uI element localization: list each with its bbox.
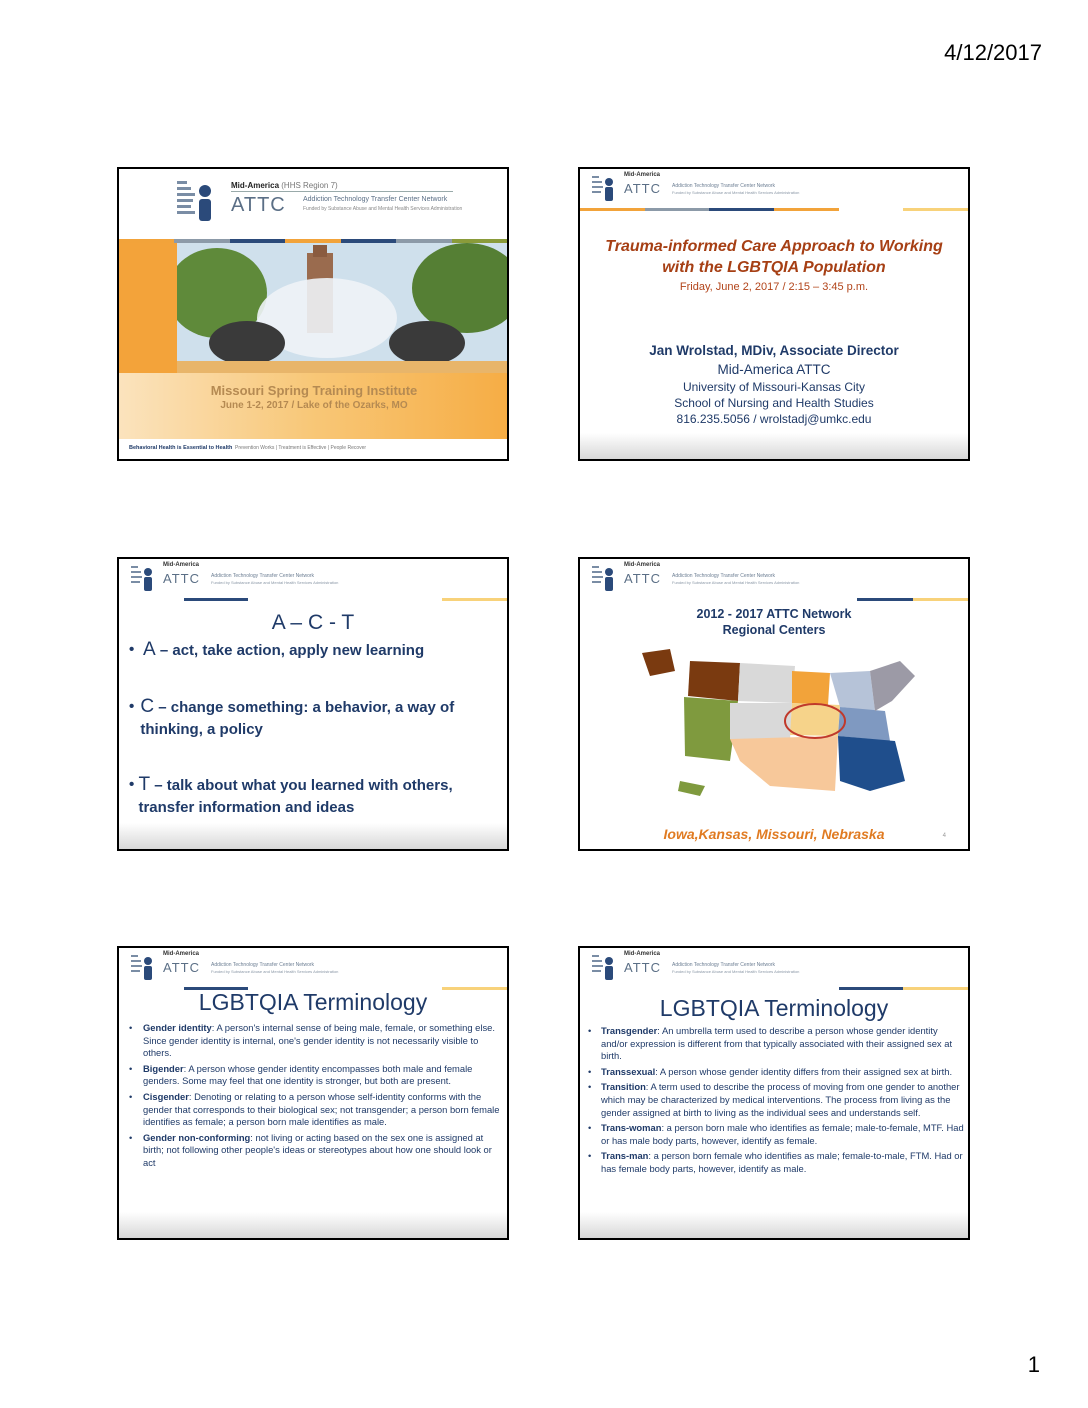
term-definition: : A term used to describe the process of moving from one gender to another which may be characterized by medical interventions. The process from living as the gender assigned at birth to living as the individual sees and understands self. — [601, 1081, 960, 1118]
slide-2-contact: 816.235.5056 / wrolstadj@umkc.edu — [676, 412, 872, 426]
act-text: – change something: a behavior, a way of thinking, a policy — [140, 699, 455, 738]
brand-network: Addiction Technology Transfer Center Network — [211, 962, 315, 968]
brand-attc: ATTC — [163, 960, 200, 975]
slide-number: 4 — [942, 833, 946, 839]
term-name: Cisgender — [143, 1090, 189, 1102]
brand-attc: ATTC — [624, 571, 661, 586]
attc-logo-icon — [131, 563, 155, 593]
color-stripe — [580, 208, 968, 211]
slide-header — [119, 559, 507, 599]
slide-2-presenter: Jan Wrolstad, MDiv, Associate Director — [649, 343, 899, 358]
slide-1-footer-right: Prevention Works | Treatment is Effective | People Recover — [235, 445, 367, 451]
color-stripe — [580, 987, 968, 990]
brand-funded: Funded by Substance Abuse and Mental Health Services Administration — [672, 190, 800, 195]
term-name: Gender identity — [143, 1022, 212, 1033]
slide-5-title: LGBTQIA Terminology — [198, 989, 428, 1015]
term-definition: : Denoting or relating to a person whose self-identity conforms with the gender that corresponds to their biological sex; not transgender; a person born female identifies as female; a person born male identifies as male. — [143, 1090, 500, 1128]
term-name: Transition — [601, 1081, 646, 1093]
term-item: • Cisgender: Denoting or relating to a person whose self-identity conforms with the gender that corresponds to their biological sex; not transgender; a person born female identifies as female; a person born male identifies as male. — [129, 1090, 500, 1128]
slide-4-title-line2: Regional Centers — [722, 623, 826, 637]
term-definition: : A person's internal sense of being male, female, or something else. Since gender identity is internal, one's gender identity is not necessarily visible to others. — [143, 1022, 495, 1059]
slide-1-subtitle: June 1-2, 2017 / Lake of the Ozarks, MO — [220, 400, 408, 411]
term-definition: : A person whose gender identity encompasses both male and female genders. Some may feel that one identity is stronger, but both are present. — [143, 1062, 473, 1087]
brand-org: Mid-America — [163, 951, 200, 957]
act-item-a: • A – act, take action, apply new learning — [129, 639, 425, 660]
brand-attc: ATTC — [624, 181, 661, 196]
attc-logo-icon — [177, 177, 219, 225]
attc-logo-icon — [131, 952, 155, 982]
slide-bottom-bar — [580, 1212, 968, 1238]
act-letter: A — [143, 639, 156, 660]
slide-1-footer-left: Behavioral Health is Essential to Health — [129, 445, 233, 451]
term-name: Gender non-conforming — [143, 1131, 251, 1143]
brand-network: Addiction Technology Transfer Center Network — [211, 573, 315, 579]
term-definition: : a person born female who identifies as male; female-to-male, FTM. Had or has female body parts, however, identify as male. — [601, 1150, 963, 1174]
slide-2-org: Mid-America ATTC — [717, 362, 831, 377]
brand-network: Addiction Technology Transfer Center Network — [303, 196, 448, 203]
term-item: • Transgender: An umbrella term used to describe a person whose gender identity and/or expression is different from that typically associated with their assigned sex at birth. — [588, 1025, 953, 1062]
term-name: Bigender — [143, 1062, 184, 1074]
slide-3-title: A – C - T — [271, 611, 355, 634]
brand-funded: Funded by Substance Abuse and Mental Health Services Administration — [303, 206, 463, 212]
slide-header — [119, 948, 507, 988]
orange-side-panel — [119, 243, 177, 373]
act-text: – talk about what you learned with others, transfer information and ideas — [138, 777, 453, 816]
slide-2-title-line1: Trauma-informed Care Approach to Working — [605, 238, 943, 255]
slide-1-logo-area — [119, 169, 507, 239]
brand-funded: Funded by Substance Abuse and Mental Health Services Administration — [672, 969, 800, 974]
brand-network: Addiction Technology Transfer Center Network — [672, 183, 776, 189]
term-definition: : not living or acting based on the sex one is assigned at birth; not following other people's ideas or stereotypes about how one should look or act — [143, 1131, 492, 1168]
slide-header — [580, 948, 968, 988]
brand-org: Mid-America — [624, 951, 661, 957]
slide-2-title-line2: with the LGBTQIA Population — [662, 259, 886, 276]
slide-2-datetime: Friday, June 2, 2017 / 2:15 – 3:45 p.m. — [679, 281, 869, 293]
term-item: • Gender non-conforming: not living or acting based on the sex one is assigned at birth; not following other people's ideas or stereotypes about how one should look or act — [129, 1131, 492, 1168]
act-text: – act, take action, apply new learning — [159, 642, 425, 659]
act-letter: T — [138, 774, 151, 795]
brand-funded: Funded by Substance Abuse and Mental Health Services Administration — [672, 580, 800, 585]
term-name: Trans-man — [601, 1150, 649, 1162]
slide-1-title: Missouri Spring Training Institute — [210, 383, 418, 398]
print-date: 4/12/2017 — [944, 40, 1042, 65]
slide-bottom-bar — [119, 823, 507, 849]
act-item-t: • T – talk about what you learned with others, transfer information and ideas — [129, 774, 453, 816]
slide-4-footer: Iowa,Kansas, Missouri, Nebraska — [663, 826, 885, 842]
title-band — [119, 373, 507, 439]
page-number: 1 — [1027, 1352, 1040, 1377]
slide-1 — [117, 167, 509, 461]
attc-logo-icon — [592, 952, 616, 982]
brand-attc: ATTC — [231, 194, 286, 216]
slide-4 — [578, 557, 970, 851]
slide-4-title-line1: 2012 - 2017 ATTC Network — [696, 607, 852, 621]
attc-logo-icon — [592, 563, 616, 593]
term-item: • Transsexual: A person whose gender identity differs from their assigned sex at birth. — [588, 1065, 953, 1077]
term-definition: : An umbrella term used to describe a person whose gender identity and/or expression is different from that typically associated with their assigned sex at birth. — [601, 1025, 953, 1062]
brand-attc: ATTC — [624, 960, 661, 975]
slide-2 — [578, 167, 970, 461]
brand-funded: Funded by Substance Abuse and Mental Health Services Administration — [211, 969, 339, 974]
term-item: • Gender identity: A person's internal sense of being male, female, or something else. Since gender identity is internal, one's gender identity is not necessarily visible to others. — [129, 1022, 495, 1059]
slide-header — [580, 169, 968, 209]
brand-network: Addiction Technology Transfer Center Network — [672, 573, 776, 579]
color-stripe — [580, 598, 968, 601]
brand-org: Mid-America — [231, 181, 280, 190]
slide-2-univ: University of Missouri-Kansas City — [682, 380, 866, 394]
brand-funded: Funded by Substance Abuse and Mental Health Services Administration — [211, 580, 339, 585]
brand-region: (HHS Region 7) — [281, 181, 338, 190]
term-name: Trans-woman — [601, 1122, 662, 1134]
term-item: • Bigender: A person whose gender identity encompasses both male and female genders. Some may feel that one identity is stronger, but both are present. — [129, 1062, 473, 1087]
us-regional-map — [630, 641, 930, 811]
brand-org: Mid-America — [624, 172, 661, 178]
slide-header — [580, 559, 968, 599]
slide-6-title: LGBTQIA Terminology — [659, 995, 889, 1021]
term-name: Transsexual — [601, 1065, 656, 1077]
slide-6 — [578, 946, 970, 1240]
slide-2-school: School of Nursing and Health Studies — [674, 396, 874, 410]
act-item-c: • C – change something: a behavior, a way of thinking, a policy — [129, 696, 455, 738]
act-letter: C — [140, 696, 155, 717]
fountain-photo — [177, 243, 509, 377]
brand-network: Addiction Technology Transfer Center Network — [672, 962, 776, 968]
brand-attc: ATTC — [163, 571, 200, 586]
term-definition: : A person whose gender identity differs from their assigned sex at birth. — [655, 1065, 953, 1077]
term-item: • Trans-man: a person born female who identifies as male; female-to-male, FTM. Had or has female body parts, however, identify as male. — [588, 1150, 963, 1174]
term-item: • Trans-woman: a person born male who identifies as female; male-to-female, MTF. Had or has male body parts, however, identify as female. — [588, 1122, 964, 1146]
term-item: • Transition: A term used to describe the process of moving from one gender to another which may be characterized by medical interventions. The process from living as the gender assigned at birth to living as the individual sees and understands self. — [588, 1081, 960, 1118]
color-stripe — [119, 598, 507, 601]
brand-org: Mid-America — [163, 562, 200, 568]
slide-5 — [117, 946, 509, 1240]
slide-bottom-bar — [580, 433, 968, 459]
slide-bottom-bar — [119, 1212, 507, 1238]
term-name: Transgender — [601, 1025, 658, 1036]
slide-3 — [117, 557, 509, 851]
term-definition: : a person born male who identifies as female; male-to-female, MTF. Had or has male body parts, however, identify as female. — [601, 1122, 964, 1146]
brand-org: Mid-America — [624, 562, 661, 568]
attc-logo-icon — [592, 173, 616, 203]
